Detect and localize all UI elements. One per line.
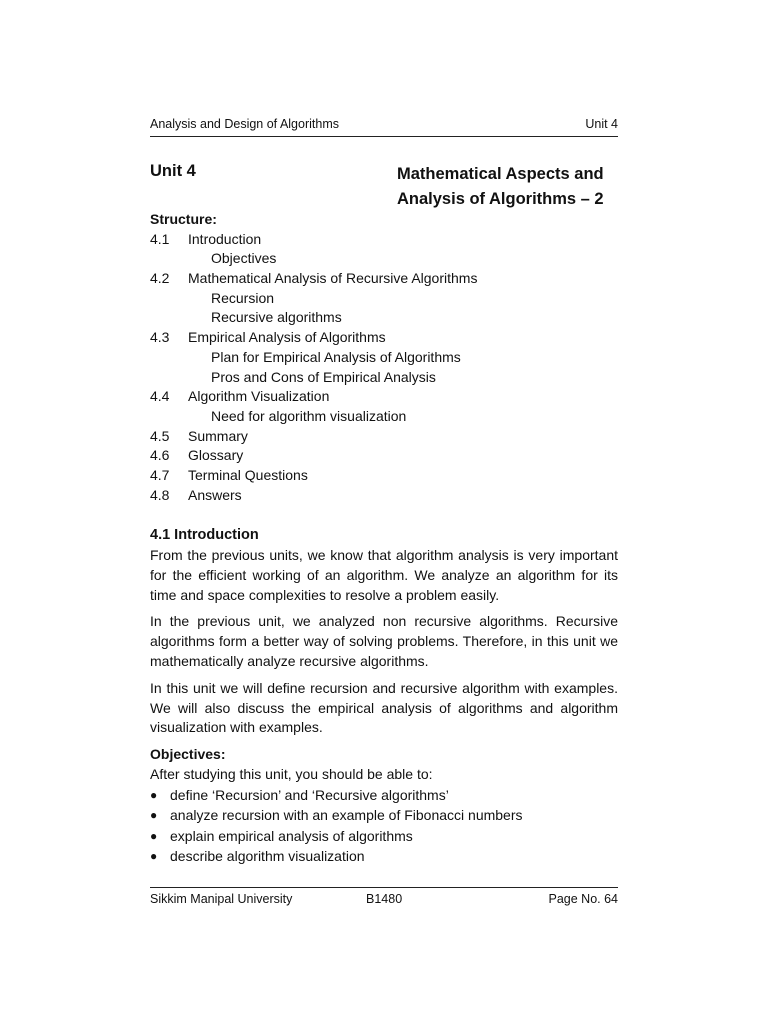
bullet-icon: ● xyxy=(150,848,158,863)
toc-row xyxy=(150,427,618,447)
toc-row xyxy=(150,446,618,466)
bullet-icon: ● xyxy=(150,787,158,802)
toc-row xyxy=(150,249,618,269)
toc-number: 4.5 xyxy=(150,427,170,444)
footer-page-number: Page No. 64 xyxy=(548,892,618,906)
introduction-section xyxy=(150,525,618,866)
running-header xyxy=(150,116,618,137)
header-unit-label: Unit 4 xyxy=(585,117,618,131)
toc-title: Introduction xyxy=(188,230,262,247)
toc-number: 4.4 xyxy=(150,388,170,405)
toc-row xyxy=(150,466,618,486)
toc-subtitle: Recursive algorithms xyxy=(211,309,342,326)
toc-number: 4.8 xyxy=(150,486,170,503)
toc-row xyxy=(150,348,618,368)
toc-title: Answers xyxy=(188,486,242,503)
footer-university: Sikkim Manipal University xyxy=(150,892,293,906)
objectives-heading: Objectives: xyxy=(150,746,226,763)
list-item xyxy=(150,846,618,866)
list-item xyxy=(150,805,618,825)
toc-title: Algorithm Visualization xyxy=(188,388,330,405)
toc-number: 4.1 xyxy=(150,230,170,247)
intro-paragraph: In this unit we will define recursion and recursive algorithm with examples. We will also discuss the empirical analysis of algorithms and algorithm visualization with examples. xyxy=(150,679,618,736)
toc-title: Glossary xyxy=(188,447,244,464)
unit-name xyxy=(397,162,618,212)
toc-row xyxy=(150,407,618,427)
objective-text: explain empirical analysis of algorithms xyxy=(170,827,413,844)
toc-row xyxy=(150,308,618,328)
toc-row xyxy=(150,230,618,250)
document-page xyxy=(150,0,618,1024)
bullet-icon: ● xyxy=(150,808,158,823)
unit-name-line-1: Mathematical Aspects and xyxy=(397,165,604,183)
structure-heading: Structure: xyxy=(150,211,217,227)
toc-row xyxy=(150,269,618,289)
toc-row xyxy=(150,368,618,388)
objective-text: define ‘Recursion’ and ‘Recursive algorithms’ xyxy=(170,786,449,803)
list-item xyxy=(150,826,618,846)
book-title: Analysis and Design of Algorithms xyxy=(150,117,339,131)
toc-number: 4.2 xyxy=(150,270,170,287)
toc-title: Terminal Questions xyxy=(188,466,308,483)
toc-subtitle: Objectives xyxy=(211,250,277,267)
toc-subtitle: Recursion xyxy=(211,289,275,306)
unit-number: Unit 4 xyxy=(150,162,196,180)
toc-number: 4.7 xyxy=(150,466,170,483)
toc-title: Mathematical Analysis of Recursive Algorithms xyxy=(188,270,478,287)
toc-row xyxy=(150,486,618,506)
toc-row xyxy=(150,289,618,309)
bullet-icon: ● xyxy=(150,828,158,843)
toc-number: 4.6 xyxy=(150,447,170,464)
intro-paragraph: From the previous units, we know that algorithm analysis is very important for the efficient working of an algorithm. We analyze an algorithm for its time and space complexities to resolve a problem easily. xyxy=(150,547,618,603)
objective-text: describe algorithm visualization xyxy=(170,847,365,864)
toc-subtitle: Pros and Cons of Empirical Analysis xyxy=(211,368,436,385)
objectives-intro: After studying this unit, you should be able to: xyxy=(150,765,433,782)
unit-name-line-2: Analysis of Algorithms – 2 xyxy=(397,190,604,208)
intro-paragraph: In the previous unit, we analyzed non recursive algorithms. Recursive algorithms form a better way of solving problems. Therefore, in this unit we mathematically analyze recursive algorithms. xyxy=(150,613,618,669)
toc-row xyxy=(150,387,618,407)
running-footer xyxy=(150,887,618,908)
objective-text: analyze recursion with an example of Fibonacci numbers xyxy=(170,807,523,824)
list-item xyxy=(150,785,618,805)
toc-title: Summary xyxy=(188,427,248,444)
toc-subtitle: Need for algorithm visualization xyxy=(211,407,407,424)
objectives-list xyxy=(150,785,618,867)
toc-number: 4.3 xyxy=(150,329,170,346)
introduction-heading: 4.1 Introduction xyxy=(150,527,259,543)
toc-title: Empirical Analysis of Algorithms xyxy=(188,329,386,346)
structure-toc xyxy=(150,210,618,505)
toc-subtitle: Plan for Empirical Analysis of Algorithms xyxy=(211,348,461,365)
toc-row xyxy=(150,328,618,348)
footer-code: B1480 xyxy=(366,892,403,906)
